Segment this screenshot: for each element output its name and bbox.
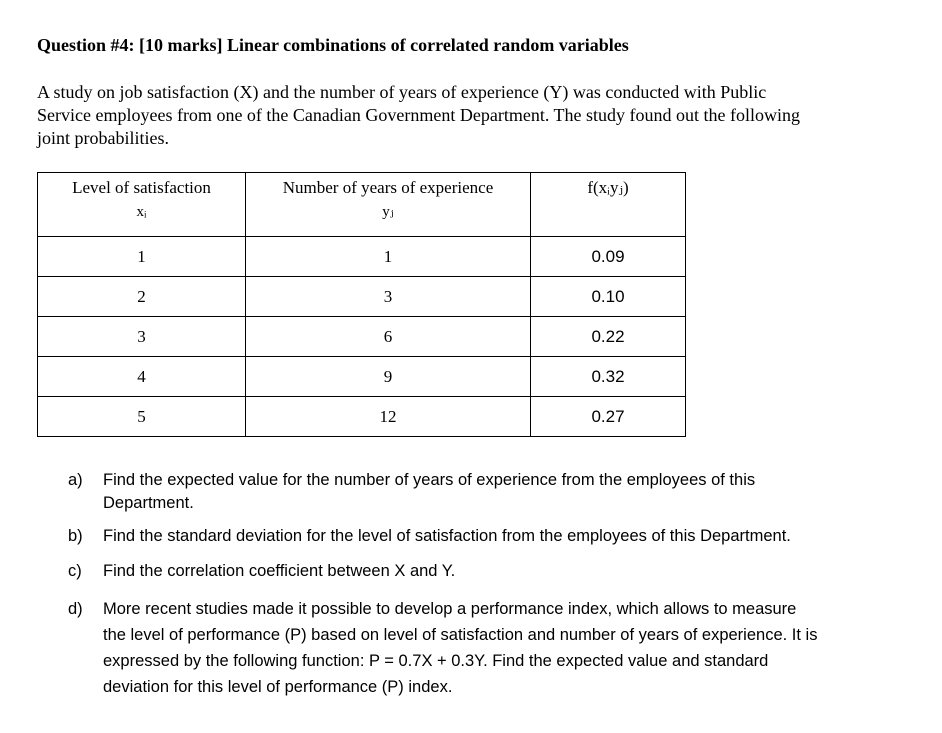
header-satisfaction: Level of satisfaction xᵢ (38, 173, 246, 237)
table-row (38, 317, 686, 357)
header-probability: f(xᵢyⱼ) (531, 173, 686, 237)
cell-y: 6 (246, 317, 531, 357)
cell-y: 9 (246, 357, 531, 397)
cell-x: 3 (38, 317, 246, 357)
cell-prob: 0.09 (531, 237, 686, 277)
joint-probability-table (37, 172, 686, 437)
cell-prob: 0.22 (531, 317, 686, 357)
cell-x: 2 (38, 277, 246, 317)
table-header-row (38, 173, 686, 237)
question-text: Find the correlation coefficient between X and Y. (103, 562, 456, 580)
question-marker: b) (68, 527, 83, 545)
question-d (68, 596, 918, 700)
cell-x: 4 (38, 357, 246, 397)
question-text: Find the standard deviation for the level of satisfaction from the employees of this Department. (103, 527, 791, 545)
cell-x: 1 (38, 237, 246, 277)
question-title: Question #4: [10 marks] Linear combinations of correlated random variables (37, 35, 629, 55)
question-text: More recent studies made it possible to develop a performance index, which allows to measure the level of performance (P) based on level of satisfaction and number of years of experience. It is expressed by the following function: P = 0.7X + 0.3Y. Find the expected value and standard deviation for this level of performance (P) index. (103, 600, 818, 696)
question-a (68, 469, 918, 515)
header-sub: yⱼ (382, 204, 394, 220)
cell-prob: 0.32 (531, 357, 686, 397)
question-text: Find the expected value for the number of years of experience from the employees of this Department. (103, 471, 756, 512)
cell-y: 3 (246, 277, 531, 317)
table-row (38, 277, 686, 317)
table-row (38, 397, 686, 437)
cell-y: 1 (246, 237, 531, 277)
cell-x: 5 (38, 397, 246, 437)
header-sub: xᵢ (136, 204, 147, 220)
intro-line: A study on job satisfaction (X) and the number of years of experience (Y) was conducted with Public (37, 82, 767, 102)
question-b (68, 525, 918, 548)
question-marker: d) (68, 600, 83, 618)
table-row (38, 357, 686, 397)
cell-y: 12 (246, 397, 531, 437)
intro-line: joint probabilities. (37, 128, 169, 148)
intro-paragraph (37, 81, 897, 150)
cell-prob: 0.27 (531, 397, 686, 437)
question-list (68, 469, 918, 700)
table-row (38, 237, 686, 277)
question-marker: a) (68, 471, 83, 489)
cell-prob: 0.10 (531, 277, 686, 317)
intro-line: Service employees from one of the Canadian Government Department. The study found out the following (37, 105, 800, 125)
question-marker: c) (68, 562, 82, 580)
question-c (68, 560, 918, 583)
header-experience: Number of years of experience yⱼ (246, 173, 531, 237)
